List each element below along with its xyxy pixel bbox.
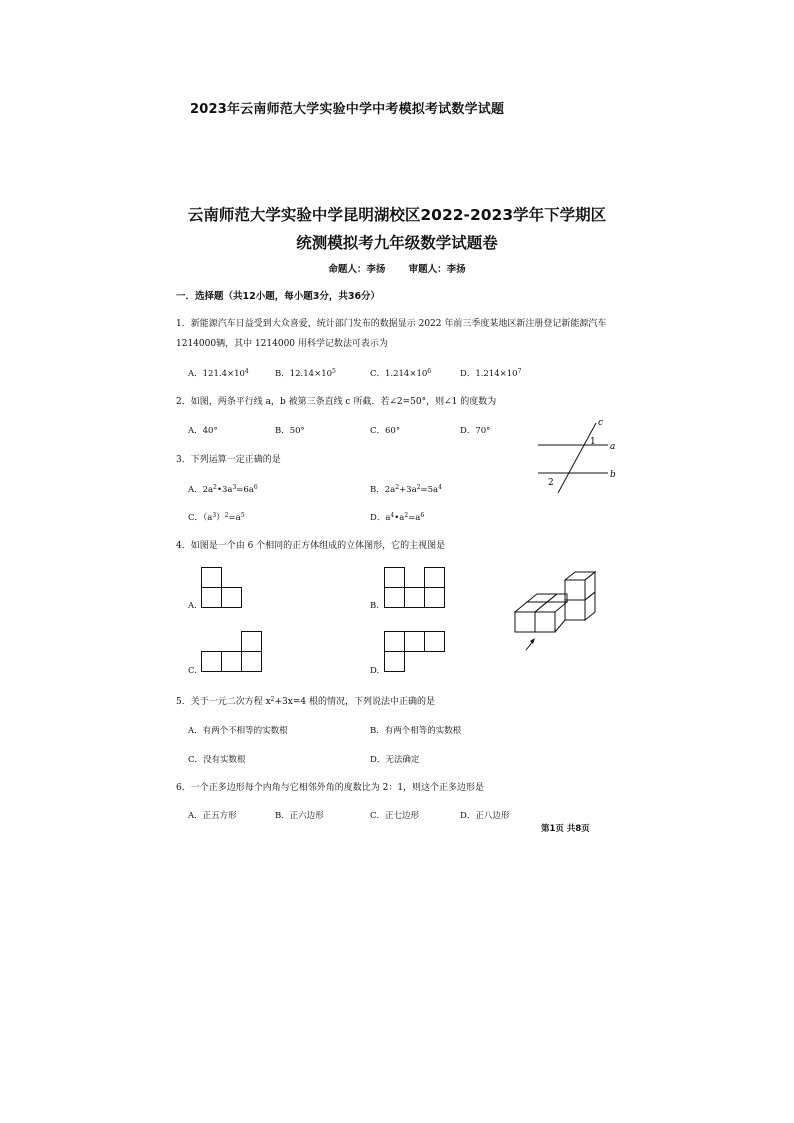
exam-title-line2: 统测模拟考九年级数学试题卷 <box>296 234 498 252</box>
exam-title-line1: 云南师范大学实验中学昆明湖校区2022-2023学年下学期区 <box>187 206 607 224</box>
q5-option-b: B．有两个相等的实数根 <box>370 726 462 736</box>
q4-option-d-figure <box>384 631 447 673</box>
q1-stem-line1: 1．新能源汽车日益受到大众喜爱，统计部门发布的数据显示 2022 年前三季度某地区新注册登记新能源汽车 <box>176 319 607 329</box>
q4-option-d-label: D. <box>370 666 380 676</box>
line-c <box>558 423 596 493</box>
label-b: b <box>610 470 616 480</box>
q6-option-b: B．正六边形 <box>275 811 324 821</box>
q2-option-d: D．70° <box>460 426 491 436</box>
q4-cube-solid-figure <box>510 570 610 655</box>
label-angle-2: 2 <box>548 478 554 488</box>
q5-option-c: C．没有实数根 <box>188 755 246 765</box>
q6-option-c: C．正七边形 <box>370 811 420 821</box>
section-title: 一．选择题（共12小题，每小题3分，共36分） <box>176 291 381 302</box>
q3-stem: 3．下列运算一定正确的是 <box>176 455 281 465</box>
q6-stem: 6．一个正多边形每个内角与它相邻外角的度数比为 2：1，则这个正多边形是 <box>176 783 485 793</box>
q3-option-b: B．$2a^2+3a^2=5a^4$ <box>370 484 442 495</box>
q1-option-b: B．$12.14\times 10^5$ <box>275 368 336 379</box>
q5-stem: 5．关于一元二次方程 $x^2+3x=4$ 根的情况，下列说法中正确的是 <box>176 696 435 707</box>
q2-option-c: C．60° <box>370 426 401 436</box>
label-a: a <box>610 442 616 452</box>
q3-option-c: C．$(a^3)^2=a^5$ <box>188 512 245 523</box>
view-direction-arrow-icon <box>526 638 535 650</box>
q3-option-a: A．$2a^2•3a^3=6a^6$ <box>188 484 258 495</box>
q1-option-d: D．$1.214\times 10^7$ <box>460 368 522 379</box>
q1-stem-line2: 1214000辆，其中 1214000 用科学记数法可表示为 <box>176 339 388 349</box>
q4-option-a-figure <box>201 567 243 609</box>
label-angle-1: 1 <box>590 437 596 447</box>
setter: 命题人：李扬 <box>328 264 386 275</box>
q1-option-c: C．$1.214\times 10^6$ <box>370 368 432 379</box>
q4-option-a-label: A. <box>188 601 197 611</box>
q5-option-d: D．无法确定 <box>370 755 420 765</box>
q4-option-b-figure <box>384 567 447 609</box>
q6-option-a: A．正五方形 <box>188 811 237 821</box>
q4-option-b-label: B. <box>370 601 379 611</box>
q2-parallel-lines-figure <box>530 415 620 495</box>
label-c: c <box>598 418 604 428</box>
reviewer: 审题人：李扬 <box>408 264 466 275</box>
q2-option-b: B．50° <box>275 426 305 436</box>
q6-option-d: D．正八边形 <box>460 811 510 821</box>
author-line <box>0 261 794 275</box>
document-header-title: 2023年云南师范大学实验中学中考模拟考试数学试题 <box>190 102 505 117</box>
page-number: 第1页 共8页 <box>541 824 590 834</box>
q1-option-a: A．$121.4\times 10^4$ <box>188 368 249 379</box>
q2-stem: 2．如图，两条平行线 a，b 被第三条直线 c 所截．若∠2=50°，则∠1 的度数为 <box>176 397 497 407</box>
q4-option-c-figure <box>201 631 264 673</box>
q4-stem: 4．如图是一个由 6 个相同的正方体组成的立体图形，它的主视图是 <box>176 541 446 551</box>
q4-option-c-label: C. <box>188 666 197 676</box>
q3-option-d: D．$a^4•a^2=a^6$ <box>370 512 425 523</box>
q2-option-a: A．40° <box>188 426 218 436</box>
q5-option-a: A．有两个不相等的实数根 <box>188 726 288 736</box>
